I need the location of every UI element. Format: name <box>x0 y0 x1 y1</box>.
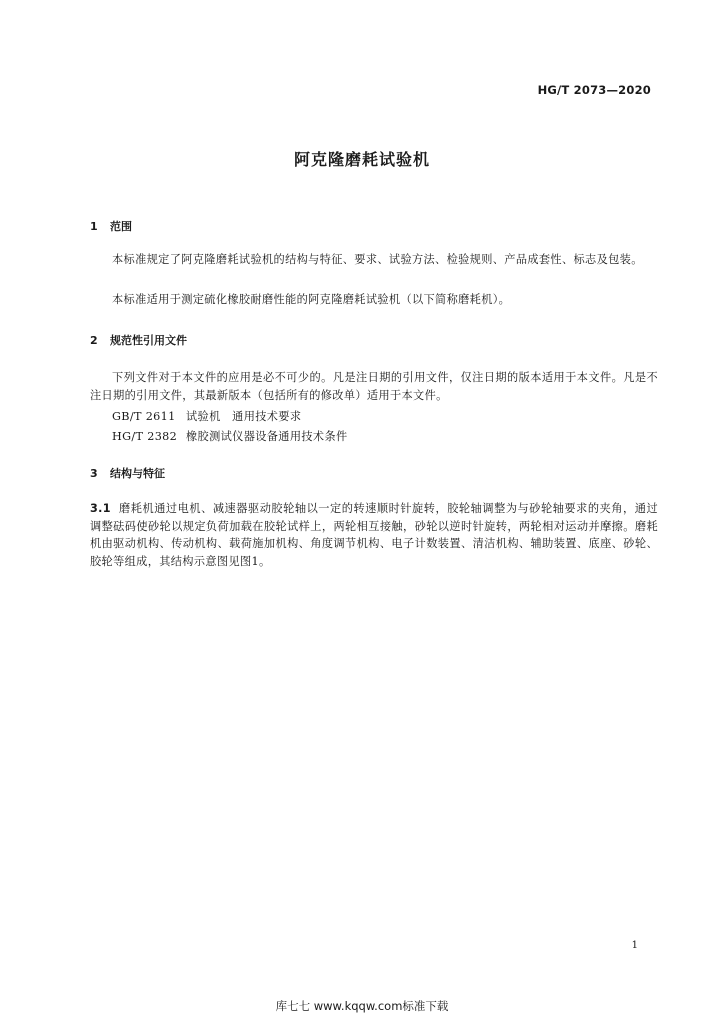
reference-title: 橡胶测试仪器设备通用技术条件 <box>186 430 348 443</box>
scope-paragraph-2: 本标准适用于测定硫化橡胶耐磨性能的阿克隆磨耗试验机（以下简称磨耗机）。 <box>112 293 511 306</box>
reference-item <box>112 408 301 424</box>
footer-watermark: 库七七 www.kqqw.com标准下载 <box>275 999 449 1013</box>
clause-number: 3.1 <box>90 502 111 515</box>
clause-text: 磨耗机通过电机、减速器驱动胶轮轴以一定的转速顺时针旋转，胶轮轴调整为与砂轮轴要求的夹角，通过调整砝码使砂轮以规定负荷加载在胶轮试样上，两轮相互接触，砂轮以逆时针旋转，两轮相对运动并摩擦。磨耗机由驱动机构、传动机构、载荷施加机构、角度调节机构、电子计数装置、清洁机构、辅助装置、底座、砂轮、胶轮等组成，其结构示意图见图1。 <box>90 502 658 568</box>
reference-code: HG/T 2382 <box>112 430 178 443</box>
section-title: 规范性引用文件 <box>110 334 187 347</box>
section-heading-scope <box>90 218 132 234</box>
reference-item <box>112 428 348 444</box>
section-number: 3 <box>90 467 98 480</box>
section-title: 范围 <box>110 220 132 233</box>
document-title: 阿克隆磨耗试验机 <box>293 150 430 169</box>
document-code: HG/T 2073—2020 <box>537 83 651 97</box>
clause-3-1 <box>90 500 658 570</box>
reference-code: GB/T 2611 <box>112 410 176 423</box>
section-heading-normative-references <box>90 332 187 348</box>
section-title: 结构与特征 <box>110 467 165 480</box>
references-paragraph: 下列文件对于本文件的应用是必不可少的。凡是注日期的引用文件，仅注日期的版本适用于本文件。凡是不注日期的引用文件，其最新版本（包括所有的修改单）适用于本文件。 <box>90 371 658 402</box>
scope-paragraph-1: 本标准规定了阿克隆磨耗试验机的结构与特征、要求、试验方法、检验规则、产品成套性、标志及包装。 <box>112 253 643 266</box>
page-number: 1 <box>631 940 638 951</box>
section-heading-structure <box>90 465 165 481</box>
section-number: 2 <box>90 334 98 347</box>
reference-title: 试验机 通用技术要求 <box>186 410 302 423</box>
section-number: 1 <box>90 220 98 233</box>
